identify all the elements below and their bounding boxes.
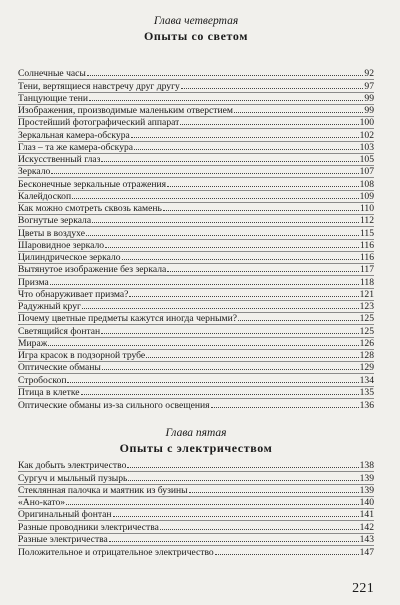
toc-entry-page: 125 [359, 313, 374, 325]
toc-entry-title: Игра красок в подзорной трубе [18, 350, 146, 361]
chapter-4-title: Опыты со светом [143, 29, 249, 43]
toc-entry [18, 215, 374, 227]
toc-entry-page: 140 [359, 497, 374, 508]
toc-entry [18, 289, 374, 301]
toc-entry-title: «Ано-като» [18, 497, 66, 508]
toc-leader-dots [189, 491, 359, 493]
toc-entry [18, 105, 374, 117]
toc-leader-dots [86, 234, 359, 236]
toc-entry [18, 276, 374, 288]
toc-entry-title: Птица в клетке [18, 386, 80, 398]
toc-leader-dots [122, 258, 359, 260]
toc-leader-dots [167, 185, 359, 187]
toc-entry-title: Глаз – та же камера-обскура [18, 141, 134, 153]
toc-entry-page: 103 [359, 141, 374, 153]
toc-entry-page: 136 [359, 400, 374, 411]
toc-entry-page: 110 [359, 203, 374, 214]
toc-entry-page: 142 [359, 521, 374, 533]
toc-entry-title: Зеркало [18, 166, 51, 178]
toc-leader-dots [102, 368, 359, 370]
toc-entry-page: 108 [359, 178, 374, 190]
toc-entry-title: Оригинальный фонтан [18, 509, 112, 521]
toc-entry [18, 521, 374, 533]
toc-entry-title: Искусственный глаз [18, 154, 101, 165]
toc-entry-page: 118 [359, 276, 374, 288]
toc-entry-title: Изображения, производимые маленьким отверстием [18, 105, 233, 116]
chapter-4-section [18, 14, 374, 411]
toc-entry-page: 92 [364, 68, 374, 80]
toc-entry-title: Солнечные часы [18, 68, 86, 80]
toc-entry-page: 97 [364, 80, 374, 92]
toc-entry-title: Оптические обманы [18, 362, 101, 374]
toc-leader-dots [167, 270, 359, 272]
toc-entry-title: Вогнутые зеркала [18, 215, 92, 227]
toc-leader-dots [134, 148, 359, 150]
toc-leader-dots [89, 99, 363, 101]
toc-entry-page: 115 [359, 227, 374, 239]
chapter-5-toc [18, 460, 374, 558]
toc-entry-title: Что обнаруживает призма? [18, 288, 129, 300]
toc-entry-page: 135 [359, 386, 374, 398]
toc-leader-dots [109, 540, 359, 542]
toc-leader-dots [234, 111, 363, 113]
toc-entry [18, 472, 374, 484]
toc-entry-page: 105 [359, 154, 374, 165]
toc-entry-page: 128 [359, 350, 374, 361]
toc-leader-dots [66, 503, 359, 505]
toc-leader-dots [211, 406, 359, 408]
toc-entry-page: 117 [359, 264, 374, 276]
toc-entry [18, 178, 374, 190]
toc-entry [18, 227, 374, 239]
toc-entry-page: 112 [359, 215, 374, 227]
toc-entry-title: Разные электричества [18, 533, 108, 545]
toc-leader-dots [238, 319, 359, 321]
toc-entry-page: 139 [359, 472, 374, 484]
chapter-4-toc [18, 68, 374, 411]
toc-entry-page: 107 [359, 166, 374, 178]
toc-entry [18, 313, 374, 325]
toc-entry-page: 141 [359, 509, 374, 521]
chapter-5-section [18, 426, 374, 558]
toc-leader-dots [50, 283, 359, 285]
toc-leader-dots [101, 332, 358, 334]
toc-entry [18, 264, 374, 276]
toc-leader-dots [101, 160, 358, 162]
page-number: 221 [352, 581, 374, 596]
toc-entry [18, 546, 374, 558]
toc-entry-title: Почему цветные предметы кажутся иногда черными? [18, 313, 237, 325]
toc-leader-dots [215, 553, 359, 555]
toc-entry [18, 362, 374, 374]
toc-entry-page: 138 [359, 460, 374, 472]
toc-leader-dots [92, 221, 359, 223]
chapter-5-label: Глава пятая [165, 427, 227, 439]
toc-leader-dots [160, 528, 359, 530]
toc-entry-title: Разные проводники электричества [18, 521, 159, 533]
toc-entry [18, 252, 374, 264]
toc-entry [18, 374, 374, 386]
toc-entry [18, 240, 374, 252]
toc-entry-title: Цилиндрическое зеркало [18, 252, 121, 263]
toc-entry-title: Призма [18, 276, 49, 288]
toc-entry-page: 100 [359, 117, 374, 129]
toc-entry-title: Калейдоскоп [18, 190, 72, 202]
toc-entry-title: Как добыть электричество [18, 460, 127, 472]
toc-leader-dots [105, 246, 359, 248]
toc-entry-title: Оптические обманы из-за сильного освещения [18, 400, 210, 411]
toc-entry [18, 301, 374, 313]
toc-leader-dots [131, 136, 359, 138]
toc-leader-dots [81, 393, 359, 395]
toc-entry-title: Вытянутое изображение без зеркала [18, 264, 167, 276]
toc-leader-dots [146, 356, 358, 358]
toc-entry [18, 497, 374, 509]
toc-leader-dots [129, 295, 358, 297]
toc-entry [18, 68, 374, 80]
toc-entry-page: 116 [359, 252, 374, 263]
toc-entry-title: Радужный круг [18, 301, 81, 312]
toc-leader-dots [181, 87, 364, 89]
toc-entry [18, 460, 374, 472]
toc-entry [18, 166, 374, 178]
toc-entry [18, 142, 374, 154]
toc-entry [18, 154, 374, 166]
toc-leader-dots [48, 344, 358, 346]
toc-entry-page: 139 [359, 484, 374, 496]
toc-entry-page: 125 [359, 325, 374, 337]
toc-entry-title: Танцующие тени [18, 92, 89, 104]
chapter-5-title: Опыты с электричеством [119, 441, 273, 455]
toc-leader-dots [180, 123, 358, 125]
toc-entry [18, 80, 374, 92]
toc-entry [18, 509, 374, 521]
toc-entry-page: 109 [359, 190, 374, 202]
toc-entry-title: Стеклянная палочка и маятник из бузины [18, 484, 188, 496]
toc-leader-dots [72, 197, 359, 199]
toc-entry-title: Шаровидное зеркало [18, 239, 105, 251]
toc-leader-dots [163, 209, 359, 211]
toc-leader-dots [113, 515, 359, 517]
toc-entry-title: Сургуч и мыльный пузырь [18, 472, 128, 484]
toc-entry-title: Зеркальная камера-обскура [18, 129, 130, 141]
toc-leader-dots [51, 172, 358, 174]
toc-entry [18, 325, 374, 337]
toc-entry-page: 99 [364, 105, 374, 116]
toc-entry-page: 123 [359, 301, 374, 312]
toc-leader-dots [82, 307, 359, 309]
toc-entry-title: Бесконечные зеркальные отражения [18, 178, 167, 190]
toc-entry [18, 129, 374, 141]
toc-leader-dots [128, 479, 358, 481]
toc-entry-page: 129 [359, 362, 374, 374]
toc-entry-title: Стробоскоп [18, 374, 67, 386]
toc-entry-title: Простейший фотографический аппарат [18, 117, 180, 129]
toc-entry [18, 485, 374, 497]
toc-entry-page: 116 [359, 239, 374, 251]
toc-entry-page: 102 [359, 129, 374, 141]
toc-entry [18, 399, 374, 411]
toc-entry-title: Мираж [18, 337, 48, 349]
toc-leader-dots [87, 74, 364, 76]
chapter-4-label: Глава четвертая [153, 15, 239, 27]
toc-entry-page: 134 [359, 374, 374, 386]
toc-entry-title: Цветы в воздухе [18, 227, 85, 239]
toc-leader-dots [67, 381, 358, 383]
toc-entry [18, 117, 374, 129]
toc-entry [18, 338, 374, 350]
toc-entry [18, 203, 374, 215]
toc-entry-title: Светящийся фонтан [18, 325, 101, 337]
toc-entry-title: Как можно смотреть сквозь камень [18, 203, 162, 214]
toc-entry-page: 143 [359, 533, 374, 545]
toc-entry-page: 147 [359, 547, 374, 558]
toc-entry-page: 121 [359, 288, 374, 300]
toc-entry [18, 387, 374, 399]
toc-entry [18, 534, 374, 546]
toc-entry-page: 99 [364, 92, 374, 104]
toc-leader-dots [127, 466, 358, 468]
toc-entry [18, 350, 374, 362]
toc-entry [18, 93, 374, 105]
toc-entry-title: Положительное и отрицательное электричество [18, 547, 214, 558]
toc-entry-title: Тени, вертящиеся навстречу друг другу [18, 80, 180, 92]
toc-entry [18, 191, 374, 203]
toc-entry-page: 126 [359, 337, 374, 349]
